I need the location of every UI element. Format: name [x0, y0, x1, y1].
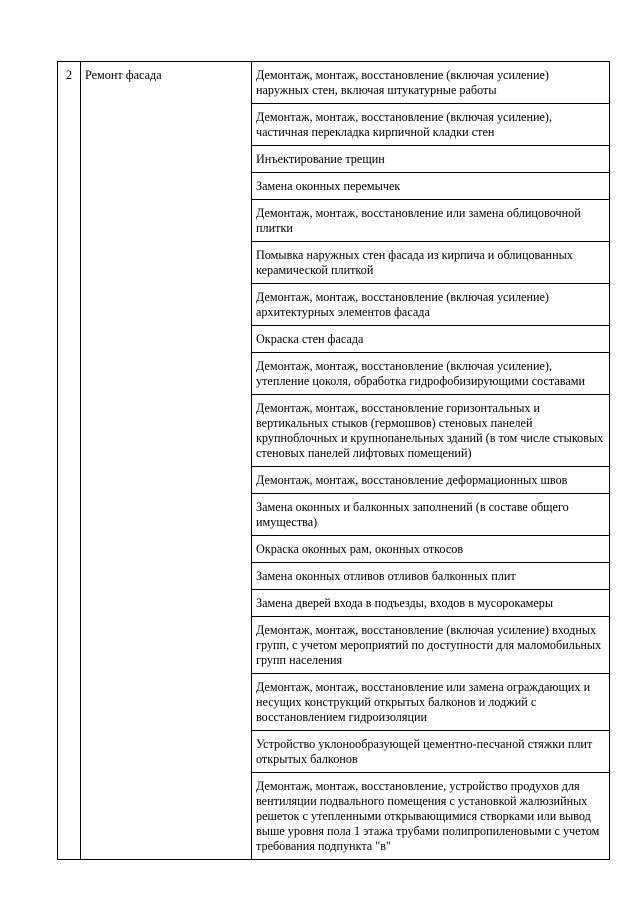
- work-item: Демонтаж, монтаж, восстановление, устройство продухов для вентиляции подвального помещения с установкой жалюзийных решеток с утепленными открывающимися створками или вывод выше уровня пола 1 этажа трубами полипропиленовыми с учетом требования подпункта "в": [252, 773, 610, 860]
- work-item: Демонтаж, монтаж, восстановление деформационных швов: [252, 467, 610, 494]
- work-item: Демонтаж, монтаж, восстановление (включая усиление), частичная перекладка кирпичной кладки стен: [252, 104, 610, 146]
- work-item: Демонтаж, монтаж, восстановление (включая усиление), утепление цоколя, обработка гидрофобизирующими составами: [252, 353, 610, 395]
- work-item: Демонтаж, монтаж, восстановление (включая усиление) наружных стен, включая штукатурные работы: [252, 62, 610, 104]
- work-item: Окраска оконных рам, оконных откосов: [252, 536, 610, 563]
- work-item: Инъектирование трещин: [252, 146, 610, 173]
- work-item: Замена дверей входа в подъезды, входов в мусорокамеры: [252, 590, 610, 617]
- work-item: Устройство уклонообразующей цементно-песчаной стяжки плит открытых балконов: [252, 731, 610, 773]
- section-number: 2: [58, 62, 81, 860]
- works-table: [57, 61, 610, 860]
- work-item: Замена оконных и балконных заполнений (в составе общего имущества): [252, 494, 610, 536]
- work-item: Демонтаж, монтаж, восстановление горизонтальных и вертикальных стыков (гермошвов) стеновых панелей крупноблочных и крупнопанельных зданий (в том числе стыковых стеновых панелей лифтовых помещений): [252, 395, 610, 467]
- works-table-body: [58, 62, 610, 860]
- work-item: Демонтаж, монтаж, восстановление или замена ограждающих и несущих конструкций открытых балконов и лоджий с восстановлением гидроизоляции: [252, 674, 610, 731]
- work-item: Демонтаж, монтаж, восстановление (включая усиление) входных групп, с учетом мероприятий по доступности для маломобильных групп населения: [252, 617, 610, 674]
- work-item: Демонтаж, монтаж, восстановление (включая усиление) архитектурных элементов фасада: [252, 284, 610, 326]
- work-item: Окраска стен фасада: [252, 326, 610, 353]
- work-item: Замена оконных перемычек: [252, 173, 610, 200]
- work-item: Демонтаж, монтаж, восстановление или замена облицовочной плитки: [252, 200, 610, 242]
- work-item: Помывка наружных стен фасада из кирпича и облицованных керамической плиткой: [252, 242, 610, 284]
- table-row: [58, 62, 610, 104]
- section-name: Ремонт фасада: [81, 62, 252, 860]
- work-item: Замена оконных отливов отливов балконных плит: [252, 563, 610, 590]
